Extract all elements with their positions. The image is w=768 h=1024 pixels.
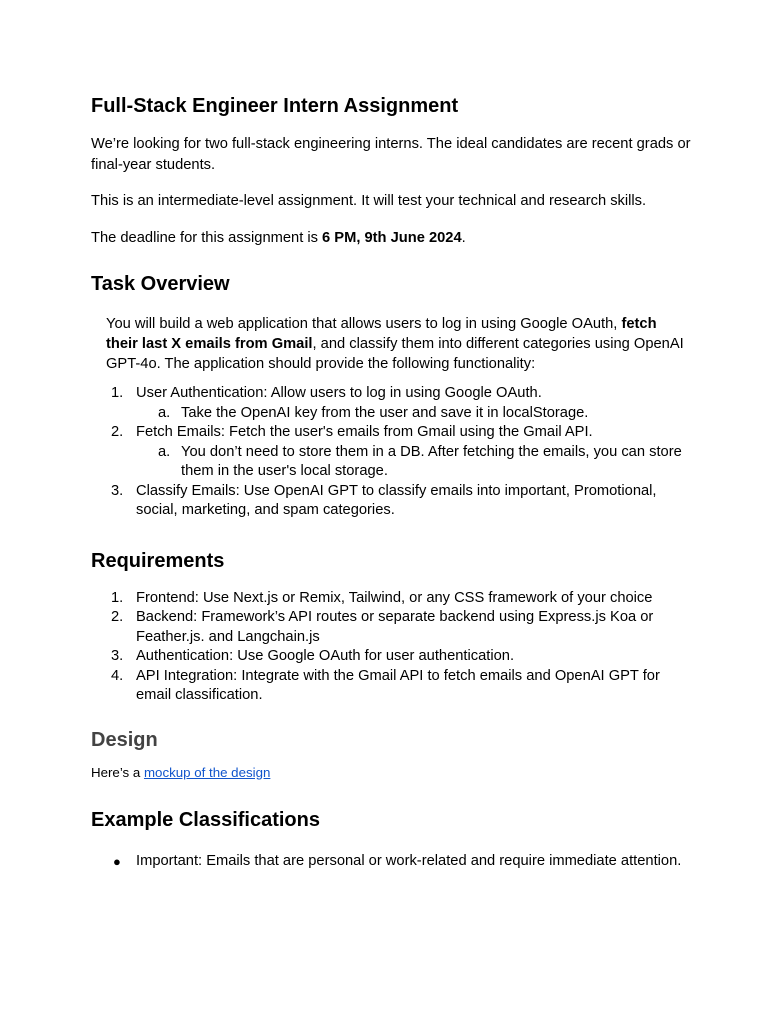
example-classifications-list [91, 852, 691, 872]
list-item-text: Important: Emails that are personal or work-related and require immediate attention. [136, 852, 682, 869]
task-overview-heading: Task Overview [91, 273, 230, 295]
list-item-text: Fetch Emails: Fetch the user's emails from Gmail using the Gmail API. [136, 424, 593, 440]
intro-paragraph-2: This is an intermediate-level assignment. It will test your technical and research skills. [91, 193, 647, 209]
list-number: 3. [111, 482, 124, 499]
task-description-text: You will build a web application that allows users to log in using Google OAuth, fetch their last X emails from Gmail, and classify them into different categories using OpenAI GPT-4o. The application should provide the following functionality: [106, 316, 684, 372]
sub-list-item-text: You don’t need to store them in a DB. After fetching the emails, you can store them in the user's local storage. [181, 443, 682, 479]
sub-list-letter: a. [158, 404, 171, 421]
mockup-design-link[interactable]: mockup of the design [143, 764, 271, 780]
deadline-suffix: . [461, 229, 466, 246]
deadline-prefix: The deadline for this assignment is [91, 229, 323, 246]
list-item [91, 423, 691, 482]
sub-list [136, 404, 691, 424]
deadline-value: 6 PM, 9th June 2024 [322, 229, 462, 246]
list-number: 1. [111, 385, 124, 401]
list-item-text: API Integration: Integrate with the Gmail API to fetch emails and OpenAI GPT for email classification. [136, 667, 660, 703]
list-item-text: Classify Emails: Use OpenAI GPT to classify emails into important, Promotional, social, marketing, and spam categories. [136, 482, 657, 518]
list-item [91, 482, 691, 521]
list-number: 3. [111, 648, 124, 664]
requirements-heading: Requirements [91, 549, 225, 572]
document-page [91, 92, 691, 871]
list-number: 1. [111, 589, 124, 606]
task-description-bold: fetch their last X emails from Gmail [106, 316, 657, 352]
design-prefix: Here’s a [91, 764, 144, 780]
list-item-text: Authentication: Use Google OAuth for user authentication. [136, 648, 515, 664]
list-number: 2. [111, 609, 124, 625]
list-item [91, 647, 691, 667]
task-list [91, 384, 691, 521]
list-item [91, 667, 691, 706]
sub-list-item [136, 404, 691, 424]
document-title: Full-Stack Engineer Intern Assignment [91, 95, 459, 117]
deadline-paragraph [91, 228, 691, 249]
task-description [91, 314, 691, 374]
list-item [91, 608, 691, 647]
sub-list [136, 443, 691, 482]
list-item [91, 852, 691, 872]
sub-list-item-text: Take the OpenAI key from the user and save it in localStorage. [181, 404, 589, 421]
design-heading: Design [91, 728, 158, 751]
bullet-icon: ● [113, 853, 121, 869]
design-paragraph [91, 764, 691, 782]
list-number: 4. [111, 667, 124, 684]
intro-paragraph-1: We’re looking for two full-stack engineering interns. The ideal candidates are recent grads or final-year students. [91, 136, 691, 173]
list-item [91, 589, 691, 609]
list-item-text: Frontend: Use Next.js or Remix, Tailwind, or any CSS framework of your choice [136, 589, 653, 606]
sub-list-letter: a. [158, 443, 171, 460]
list-number: 2. [111, 424, 124, 440]
list-item-text: User Authentication: Allow users to log in using Google OAuth. [136, 385, 542, 401]
example-classifications-heading: Example Classifications [91, 808, 320, 831]
list-item [91, 384, 691, 423]
list-item-text: Backend: Framework’s API routes or separate backend using Express.js Koa or Feather.js. and Langchain.js [136, 609, 654, 645]
sub-list-item [136, 443, 691, 482]
requirements-list [91, 589, 691, 706]
